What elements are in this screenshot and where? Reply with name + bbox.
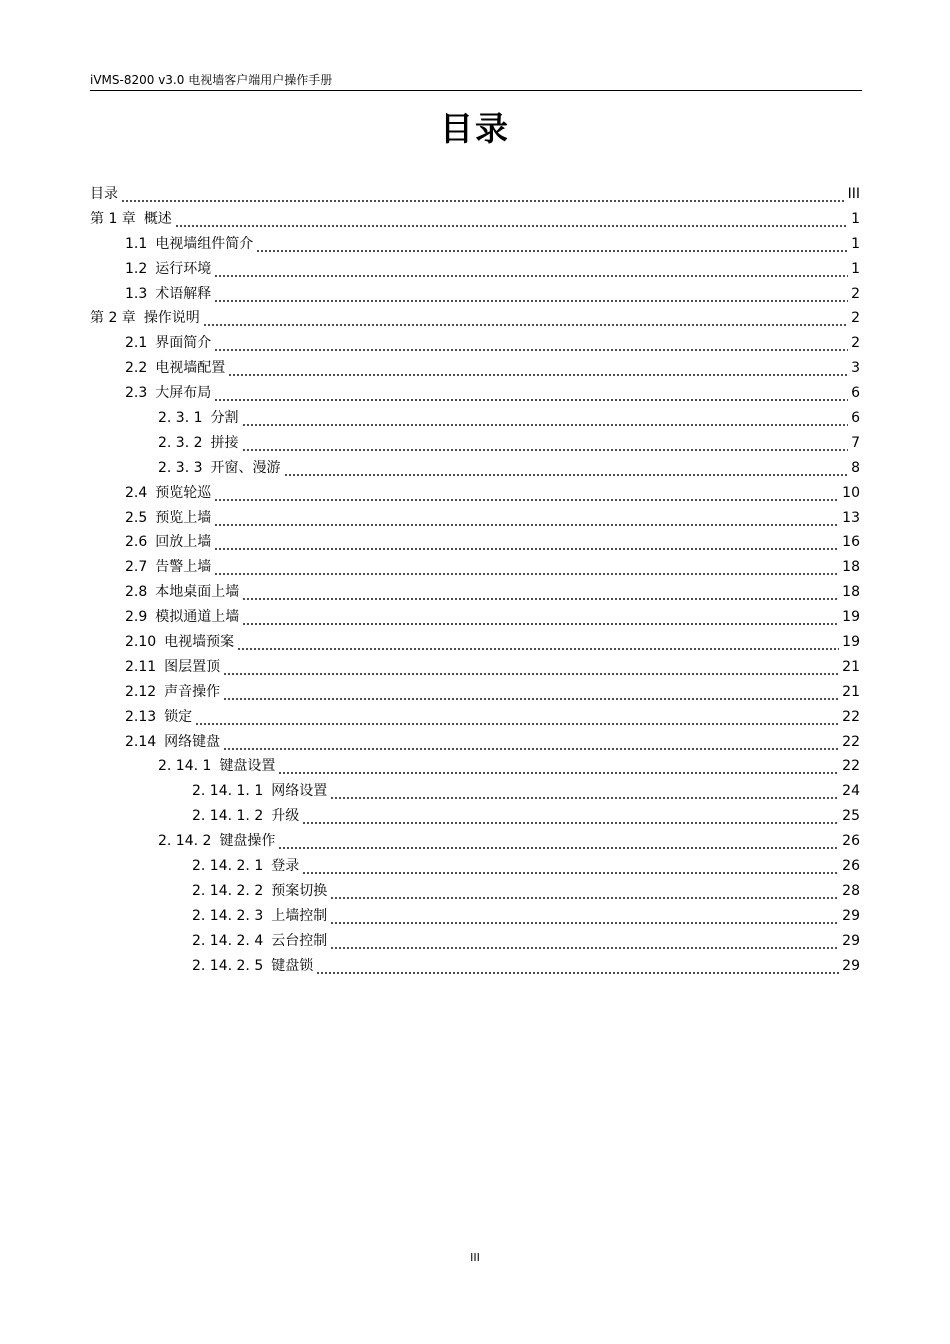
- toc-entry-page: 22: [842, 758, 860, 775]
- toc-entry[interactable]: [90, 555, 860, 580]
- toc-entry[interactable]: [90, 580, 860, 605]
- toc-entry-page: 21: [842, 683, 860, 700]
- toc-entry[interactable]: [90, 779, 860, 804]
- toc-dot-leader: [175, 207, 848, 232]
- toc-entry-label: 上墙控制: [271, 907, 328, 924]
- toc-entry-label: 键盘设置: [219, 758, 276, 775]
- toc-entry-number: 2. 14. 2. 3: [192, 907, 264, 924]
- toc-entry-number: 2.14: [125, 733, 157, 750]
- toc-entry[interactable]: [90, 232, 860, 257]
- toc-entry-label: 预览上墙: [155, 509, 212, 526]
- toc-entry-number: 2. 14. 1. 2: [192, 808, 264, 825]
- toc-entry-page: 22: [842, 733, 860, 750]
- toc-entry-number: 2.5: [125, 509, 148, 526]
- toc-entry[interactable]: [90, 854, 860, 879]
- toc-entry[interactable]: [90, 406, 860, 431]
- toc-entry[interactable]: [90, 655, 860, 680]
- toc-entry-label: 网络设置: [271, 783, 328, 800]
- toc-entry[interactable]: [90, 431, 860, 456]
- toc-entry-label: 界面简介: [155, 335, 212, 352]
- toc-entry-label: 术语解释: [155, 285, 212, 302]
- toc-entry-number: 2.8: [125, 584, 148, 601]
- toc-entry[interactable]: [90, 904, 860, 929]
- toc-dot-leader: [330, 879, 839, 904]
- toc-entry-page: 16: [842, 534, 860, 551]
- toc-entry-label: 键盘操作: [219, 833, 276, 850]
- toc-entry-page: 26: [842, 833, 860, 850]
- toc-dot-leader: [256, 232, 848, 257]
- toc-entry-label: 升级: [271, 808, 300, 825]
- toc-entry-page: 24: [842, 783, 860, 800]
- toc-entry-page: 18: [842, 559, 860, 576]
- toc-entry-label: 电视墙组件简介: [155, 235, 254, 252]
- toc-entry[interactable]: [90, 954, 860, 979]
- toc-entry-page: 1: [851, 260, 860, 277]
- toc-entry-label: 本地桌面上墙: [155, 584, 240, 601]
- toc-entry-page: 8: [851, 459, 860, 476]
- toc-dot-leader: [278, 754, 839, 779]
- page-title: 目录: [440, 109, 510, 148]
- toc-dot-leader: [121, 182, 845, 207]
- toc-dot-leader: [330, 904, 839, 929]
- toc-entry-label: 预览轮巡: [155, 484, 212, 501]
- toc-dot-leader: [316, 954, 839, 979]
- toc-entry-page: III: [847, 185, 860, 202]
- toc-entry[interactable]: [90, 804, 860, 829]
- toc-entry-number: 2.6: [125, 534, 148, 551]
- toc-entry-number: 2.2: [125, 360, 148, 377]
- toc-entry-page: 7: [851, 434, 860, 451]
- toc-entry[interactable]: [90, 257, 860, 282]
- toc-entry[interactable]: [90, 530, 860, 555]
- toc-entry-page: 6: [851, 410, 860, 426]
- toc-entry[interactable]: [90, 929, 860, 954]
- toc-entry-number: 2.13: [125, 708, 157, 725]
- toc-dot-leader: [242, 605, 839, 630]
- toc-entry-number: 1.2: [125, 260, 148, 277]
- toc-dot-leader: [302, 854, 839, 879]
- toc-entry-number: 2.11: [125, 658, 157, 675]
- toc-entry[interactable]: [90, 356, 860, 381]
- table-of-contents: [90, 182, 860, 979]
- toc-entry[interactable]: [90, 182, 860, 207]
- toc-entry-label: 开窗、漫游: [210, 459, 281, 476]
- toc-entry-label: 分割: [210, 410, 239, 426]
- toc-entry-number: 1.3: [125, 285, 148, 302]
- toc-entry[interactable]: [90, 481, 860, 506]
- toc-entry-page: 29: [842, 932, 860, 949]
- toc-entry-page: 18: [842, 584, 860, 601]
- toc-dot-leader: [214, 506, 839, 531]
- toc-entry-page: 26: [842, 858, 860, 875]
- toc-entry-label: 电视墙配置: [155, 360, 226, 377]
- toc-entry[interactable]: [90, 730, 860, 755]
- toc-entry-label: 运行环境: [155, 260, 212, 277]
- toc-dot-leader: [214, 257, 848, 282]
- toc-dot-leader: [242, 431, 849, 456]
- toc-entry-number: 2. 14. 2. 4: [192, 932, 264, 949]
- toc-entry-number: 2.9: [125, 609, 148, 626]
- toc-entry-number: 第 2 章: [90, 310, 136, 327]
- toc-entry-number: 第 1 章: [90, 210, 136, 227]
- toc-entry-number: 2. 14. 2: [158, 833, 212, 850]
- toc-entry-number: 2. 14. 1. 1: [192, 783, 264, 800]
- toc-dot-leader: [223, 730, 839, 755]
- toc-entry-number: 2.4: [125, 484, 148, 501]
- toc-entry-label: 电视墙预案: [164, 634, 235, 651]
- toc-entry-number: 2. 14. 1: [158, 758, 212, 775]
- toc-dot-leader: [330, 929, 839, 954]
- toc-entry[interactable]: [90, 754, 860, 779]
- toc-entry-label: 大屏布局: [155, 385, 212, 402]
- toc-dot-leader: [228, 356, 848, 381]
- toc-entry-number: 2. 3. 3: [158, 459, 203, 476]
- toc-dot-leader: [330, 779, 839, 804]
- toc-entry-number: 2. 14. 2. 1: [192, 858, 264, 875]
- toc-dot-leader: [214, 282, 848, 307]
- toc-entry-page: 2: [851, 335, 860, 352]
- toc-entry[interactable]: [90, 829, 860, 854]
- toc-entry[interactable]: [90, 207, 860, 232]
- toc-entry-label: 模拟通道上墙: [155, 609, 240, 626]
- toc-dot-leader: [214, 555, 839, 580]
- toc-entry-page: 2: [851, 285, 860, 302]
- toc-dot-leader: [214, 481, 839, 506]
- toc-entry-page: 6: [851, 385, 860, 402]
- toc-dot-leader: [284, 456, 849, 481]
- toc-entry-number: 2.1: [125, 335, 148, 352]
- toc-entry-page: 19: [842, 634, 860, 651]
- toc-dot-leader: [223, 655, 839, 680]
- toc-entry-label: 操作说明: [143, 310, 200, 327]
- toc-dot-leader: [203, 306, 848, 331]
- toc-entry[interactable]: [90, 506, 860, 531]
- toc-entry-label: 登录: [271, 858, 300, 875]
- toc-entry-label: 云台控制: [271, 932, 328, 949]
- toc-dot-leader: [278, 829, 839, 854]
- toc-entry-number: 1.1: [125, 235, 148, 252]
- toc-entry-label: 声音操作: [164, 683, 221, 700]
- page-header: [90, 73, 862, 91]
- toc-entry-page: 29: [842, 957, 860, 974]
- toc-dot-leader: [223, 680, 839, 705]
- toc-entry-page: 10: [842, 484, 860, 501]
- toc-dot-leader: [302, 804, 839, 829]
- toc-entry-label: 目录: [90, 185, 118, 202]
- toc-dot-leader: [242, 406, 849, 431]
- toc-entry-page: 25: [842, 808, 860, 825]
- toc-entry-page: 29: [842, 907, 860, 924]
- toc-entry-label: 键盘锁: [271, 957, 314, 974]
- toc-entry-page: 21: [842, 658, 860, 675]
- header-title: iVMS-8200 v3.0 电视墙客户端用户操作手册: [90, 73, 333, 87]
- toc-entry-page: 1: [851, 210, 860, 227]
- toc-entry-page: 19: [842, 609, 860, 626]
- toc-entry-label: 图层置顶: [164, 658, 221, 675]
- toc-dot-leader: [242, 580, 839, 605]
- toc-entry-label: 预案切换: [271, 882, 328, 899]
- toc-entry[interactable]: [90, 456, 860, 481]
- toc-entry-page: 13: [842, 509, 860, 526]
- toc-entry[interactable]: [90, 331, 860, 356]
- toc-dot-leader: [214, 331, 848, 356]
- toc-entry-number: 2.7: [125, 559, 148, 576]
- toc-entry-number: 2. 3. 1: [158, 410, 203, 426]
- toc-entry-page: 1: [851, 235, 860, 252]
- toc-dot-leader: [214, 381, 848, 406]
- toc-dot-leader: [195, 705, 839, 730]
- toc-entry-number: 2.10: [125, 634, 157, 651]
- toc-entry[interactable]: [90, 879, 860, 904]
- toc-entry-page: 28: [842, 882, 860, 899]
- toc-entry[interactable]: [90, 282, 860, 307]
- toc-entry-page: 2: [851, 310, 860, 327]
- toc-entry-number: 2. 14. 2. 2: [192, 882, 264, 899]
- toc-entry[interactable]: [90, 680, 860, 705]
- toc-entry-label: 拼接: [210, 434, 239, 451]
- toc-entry[interactable]: [90, 705, 860, 730]
- toc-entry-label: 锁定: [164, 708, 193, 725]
- toc-entry-number: 2. 3. 2: [158, 434, 203, 451]
- toc-dot-leader: [237, 630, 839, 655]
- toc-entry-label: 概述: [143, 210, 172, 227]
- toc-entry-label: 回放上墙: [155, 534, 212, 551]
- toc-entry-page: 3: [851, 360, 860, 377]
- toc-entry-number: 2. 14. 2. 5: [192, 957, 264, 974]
- toc-entry-number: 2.3: [125, 385, 148, 402]
- toc-entry[interactable]: [90, 306, 860, 331]
- toc-entry[interactable]: [90, 381, 860, 406]
- toc-entry-number: 2.12: [125, 683, 157, 700]
- toc-entry-page: 22: [842, 708, 860, 725]
- toc-entry[interactable]: [90, 630, 860, 655]
- page-number: III: [470, 1251, 480, 1264]
- toc-entry-label: 网络键盘: [164, 733, 221, 750]
- toc-entry-label: 告警上墙: [155, 559, 212, 576]
- toc-dot-leader: [214, 530, 839, 555]
- toc-entry[interactable]: [90, 605, 860, 630]
